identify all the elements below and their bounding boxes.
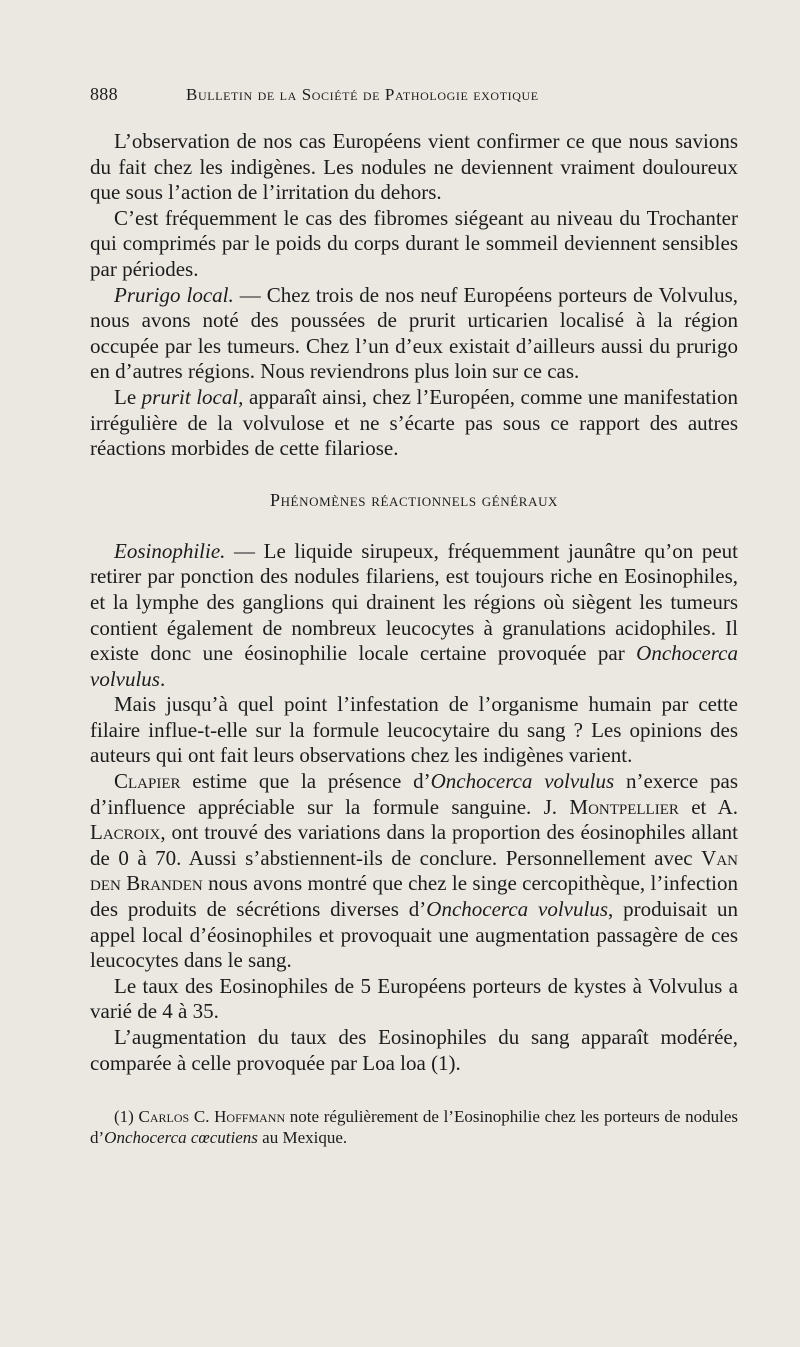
- clapier-text-a: estime que la présence d’: [180, 769, 431, 794]
- paragraph-clapier: [90, 769, 738, 974]
- paragraph-taux: Le taux des Eosinophiles de 5 Européens porteurs de kystes à Volvulus a varié de 4 à 35.: [90, 973, 738, 1024]
- footnote: [90, 1106, 738, 1148]
- eosinophilie-species: Onchocerca volvulus: [90, 641, 738, 691]
- running-head: [90, 84, 738, 105]
- footnote-text-a: note régulièrement de l’Eosinophilie chez les porteurs de nodules d’: [90, 1107, 738, 1148]
- clapier-text-e: nous avons montré que chez le singe cercopithèque, l’infection des produits de sécrétions diverses d’: [90, 871, 738, 922]
- prurit-text-b: apparaît ainsi, chez l’Européen, comme une manifestation irrégulière de la volvulose et ne s’écarte pas sous ce rapport des autres réactions morbides de cette filariose.: [90, 384, 738, 461]
- clapier-text-f: , produisait un appel local d’éosinophiles et provoquait une augmentation passagère de ces leucocytes dans le sang.: [90, 897, 738, 973]
- clapier-text-b: n’exerce pas d’influence appréciable sur la formule sanguine. J.: [90, 769, 738, 819]
- eosinophilie-text-a: — Le liquide sirupeux, fréquemment jaunâtre qu’on peut retirer par ponction des nodules filariens, est toujours riche en Eosinophiles, et la lymphe des ganglions qui drainent les régions où siègent les tumeurs contient également de nombreux leucocytes à granulations acidophiles. Il existe donc une éosinophilie locale certaine provoquée par: [90, 538, 738, 666]
- clapier-text-d: , ont trouvé des variations dans la proportion des éosinophiles allant de 0 à 70. Aussi s’abstiennent-ils de conclure. Personnellement avec: [90, 820, 738, 870]
- footnote-marker: (1): [114, 1107, 139, 1127]
- author-montpellier: Montpellier: [569, 794, 679, 819]
- prurigo-title: Prurigo local.: [114, 282, 234, 307]
- author-van-den-branden: Van den Branden: [90, 845, 738, 896]
- clapier-species-1: Onchocerca volvulus: [430, 769, 615, 794]
- paragraph-infestation: Mais jusqu’à quel point l’infestation de l’organisme humain par cette filaire influe-t-elle sur la formule leucocytaire du sang ? Les opinions des auteurs qui ont fait leurs observations chez les indigènes varient.: [90, 692, 738, 768]
- footnote-author: Carlos C. Hoffmann: [138, 1107, 286, 1127]
- paragraph-trochanter: C’est fréquemment le cas des fibromes siégeant au niveau du Trochanter qui comprimés par le poids du corps durant le sommeil deviennent sensibles par périodes.: [90, 205, 738, 281]
- prurit-text-a: Le: [114, 384, 142, 409]
- eosinophilie-text-b: .: [159, 666, 166, 691]
- eosinophilie-title: Eosinophilie.: [114, 538, 226, 563]
- footnote-species: Onchocerca cœcutiens: [104, 1128, 258, 1148]
- footnote-text-b: au Mexique.: [257, 1128, 348, 1148]
- clapier-text-c: et A.: [678, 794, 738, 819]
- paragraph-prurigo: [90, 283, 738, 385]
- prurit-italic: prurit local,: [141, 384, 244, 409]
- author-clapier: Clapier: [114, 769, 181, 794]
- clapier-species-2: Onchocerca volvulus: [426, 897, 608, 922]
- journal-title: Bulletin de la Société de Pathologie exotique: [186, 85, 539, 104]
- section-heading: Phénomènes réactionnels généraux: [269, 489, 559, 510]
- prurigo-text: — Chez trois de nos neuf Européens porteurs de Volvulus, nous avons noté des poussées de prurit urticarien localisé à la région occupée par les tumeurs. Chez l’un d’eux existait d’ailleurs aussi du prurigo en d’autres régions. Nous reviendrons plus loin sur ce cas.: [90, 282, 738, 384]
- paragraph-observation: L’observation de nos cas Européens vient confirmer ce que nous savions du fait chez les indigènes. Les nodules ne deviennent vraiment douloureux que sous l’action de l’irritation du dehors.: [90, 129, 738, 205]
- page-number: 888: [90, 84, 118, 104]
- paragraph-prurit: [90, 385, 738, 462]
- author-lacroix: Lacroix: [90, 820, 161, 845]
- paragraph-eosinophilie: [90, 539, 738, 693]
- paragraph-augmentation: L’augmentation du taux des Eosinophiles du sang apparaît modérée, comparée à celle provoquée par Loa loa (1).: [90, 1025, 738, 1075]
